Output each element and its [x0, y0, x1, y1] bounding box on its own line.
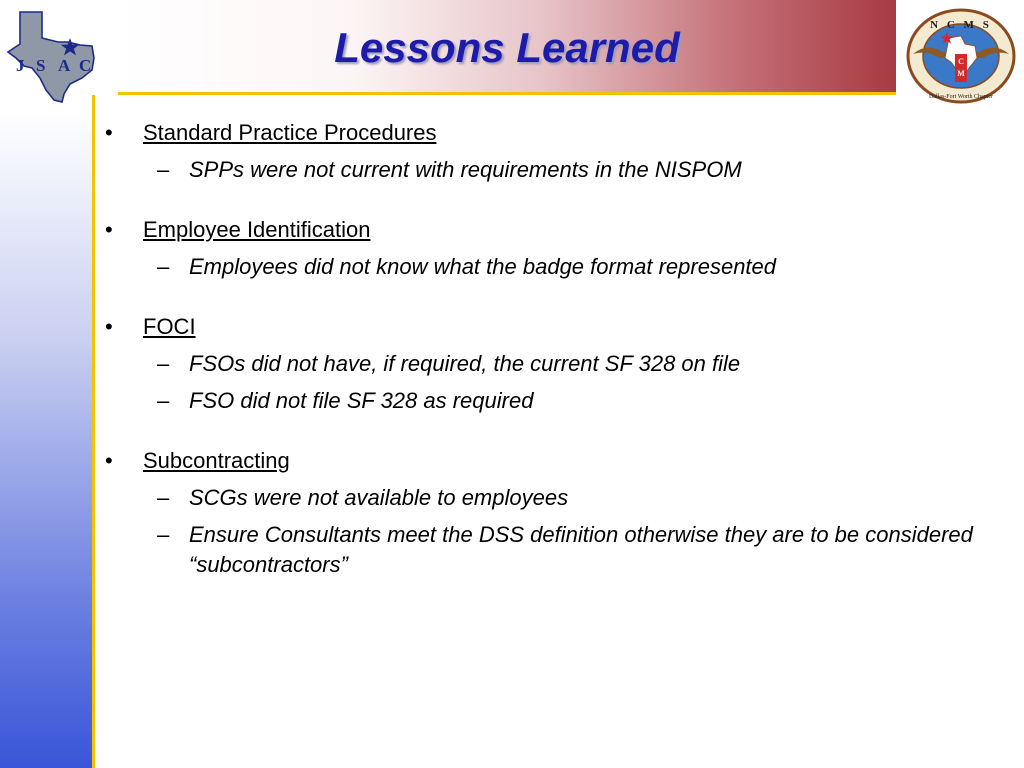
sub-bullet-text: FSOs did not have, if required, the current SF 328 on file [189, 351, 741, 376]
bullet-marker: • [105, 314, 113, 339]
sub-bullet-text: FSO did not file SF 328 as required [189, 388, 534, 413]
section-subcontracting [105, 446, 1005, 580]
bullet-heading: FOCI [143, 314, 196, 339]
header-accent-rule [118, 92, 896, 95]
dash-marker: – [157, 388, 170, 413]
left-gradient-band [0, 113, 93, 768]
sub-bullet-item [157, 155, 1005, 185]
dash-marker: – [157, 157, 170, 182]
section-foci [105, 312, 1005, 416]
logo-letter-c: C [79, 56, 92, 75]
section-employee-identification [105, 215, 1005, 282]
left-accent-rule [92, 95, 95, 768]
bullet-item [105, 215, 1005, 245]
slide-content [105, 118, 1005, 610]
dash-marker: – [157, 254, 170, 279]
jsac-logo [6, 8, 102, 104]
bullet-marker: • [105, 448, 113, 473]
seal-bottom-text: Dallas-Fort Worth Chapter [928, 94, 994, 100]
sub-bullet-text: SPPs were not current with requirements in the NISPOM [189, 157, 742, 182]
bullet-heading: Employee Identification [143, 217, 371, 242]
logo-letter-j: J [16, 56, 25, 75]
seal-top-text: N C M S [930, 19, 992, 31]
sub-bullet-text: Ensure Consultants meet the DSS definition otherwise they are to be considered “subcontractors” [189, 522, 973, 577]
sub-bullet-item [157, 349, 1005, 379]
dash-marker: – [157, 485, 170, 510]
bullet-heading: Standard Practice Procedures [143, 120, 437, 145]
logo-letter-s: S [36, 56, 46, 75]
slide-title: Lessons Learned [334, 24, 680, 71]
sub-bullet-item [157, 483, 1005, 513]
dash-marker: – [157, 351, 170, 376]
sub-bullet-text: SCGs were not available to employees [189, 485, 569, 510]
bullet-heading: Subcontracting [143, 448, 290, 473]
ncms-logo [903, 6, 1019, 106]
seal-letter-m: M [957, 69, 965, 78]
sub-bullet-text: Employees did not know what the badge format represented [189, 254, 777, 279]
dash-marker: – [157, 522, 170, 547]
bullet-marker: • [105, 120, 113, 145]
logo-letter-a: A [58, 56, 71, 75]
sub-bullet-item [157, 252, 1005, 282]
bullet-item [105, 118, 1005, 148]
bullet-item [105, 446, 1005, 476]
sub-bullet-item [157, 386, 1005, 416]
bullet-marker: • [105, 217, 113, 242]
seal-letter-c: C [958, 57, 964, 66]
sub-bullet-item [157, 520, 1005, 580]
section-standard-practice-procedures [105, 118, 1005, 185]
bullet-item [105, 312, 1005, 342]
